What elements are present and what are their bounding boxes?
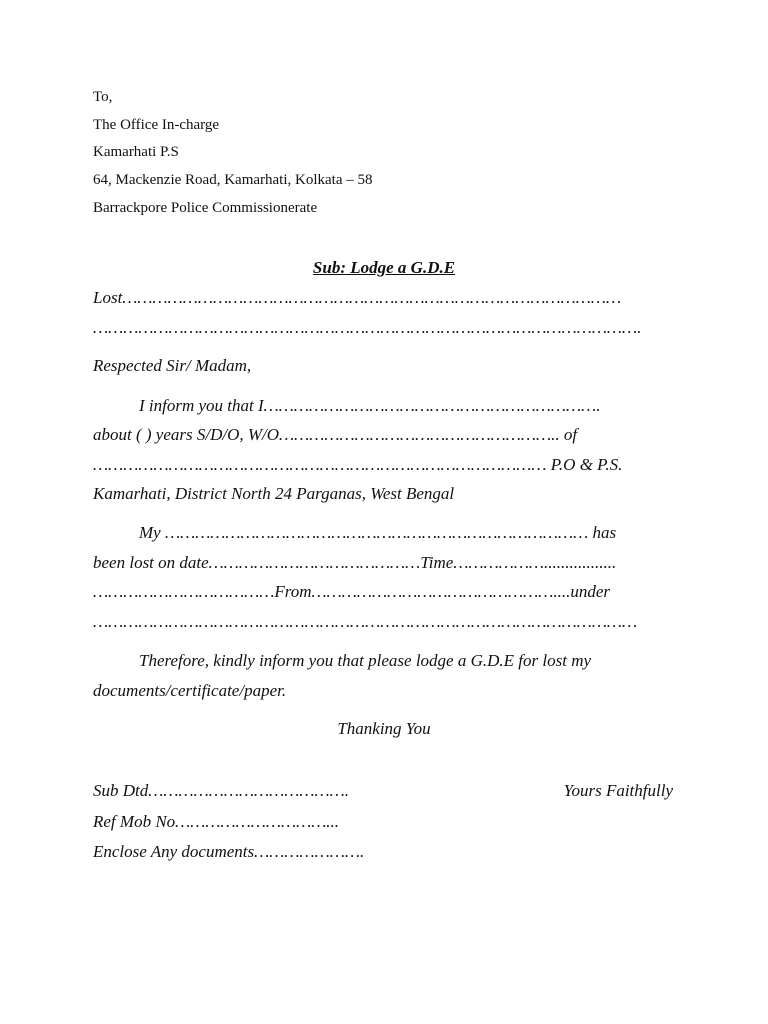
enclose-documents-field: Enclose Any documents…………………. xyxy=(93,842,365,861)
body-p2-line4: ……………………………………………………………………………………………… xyxy=(93,612,638,631)
body-p1-line1: I inform you that I…………………………………………………………. xyxy=(139,396,601,415)
lost-line-2: ………………………………………………………………………………………………. xyxy=(93,318,642,337)
body-p2-line3: ………………………………From…………………………………………....under xyxy=(93,582,611,601)
body-p2-line2: been lost on date……………………………………Time………………................. xyxy=(93,553,617,572)
body-p1-line3: ……………………………………………………………………………… P.O & P.S. xyxy=(93,455,623,474)
address-officer: The Office In-charge xyxy=(93,117,220,133)
ref-mob-field: Ref Mob No…………………………... xyxy=(93,812,340,831)
address-commissionerate: Barrackpore Police Commissionerate xyxy=(93,200,318,216)
yours-faithfully: Yours Faithfully xyxy=(563,781,673,800)
closing-thanking-you: Thanking You xyxy=(337,719,431,738)
address-to: To, xyxy=(93,89,113,105)
body-p2-line1: My ………………………………………………………………………… has xyxy=(139,523,617,542)
body-p3-line1: Therefore, kindly inform you that please lodge a G.D.E for lost my xyxy=(139,651,592,670)
body-p1-line2: about ( ) years S/D/O, W/O……………………………………………….. of xyxy=(93,425,578,444)
body-p3-line2: documents/certificate/paper. xyxy=(93,681,287,700)
subject-line: Sub: Lodge a G.D.E xyxy=(312,258,456,277)
sub-dtd-field: Sub Dtd…………………………………. xyxy=(93,781,350,800)
address-station: Kamarhati P.S xyxy=(93,144,179,160)
lost-line-1: Lost……………………………………………………………………………………… xyxy=(93,288,622,307)
salutation: Respected Sir/ Madam, xyxy=(93,356,252,375)
address-street: 64, Mackenzie Road, Kamarhati, Kolkata – 58 xyxy=(93,172,373,188)
body-p1-line4: Kamarhati, District North 24 Parganas, West Bengal xyxy=(93,484,455,503)
